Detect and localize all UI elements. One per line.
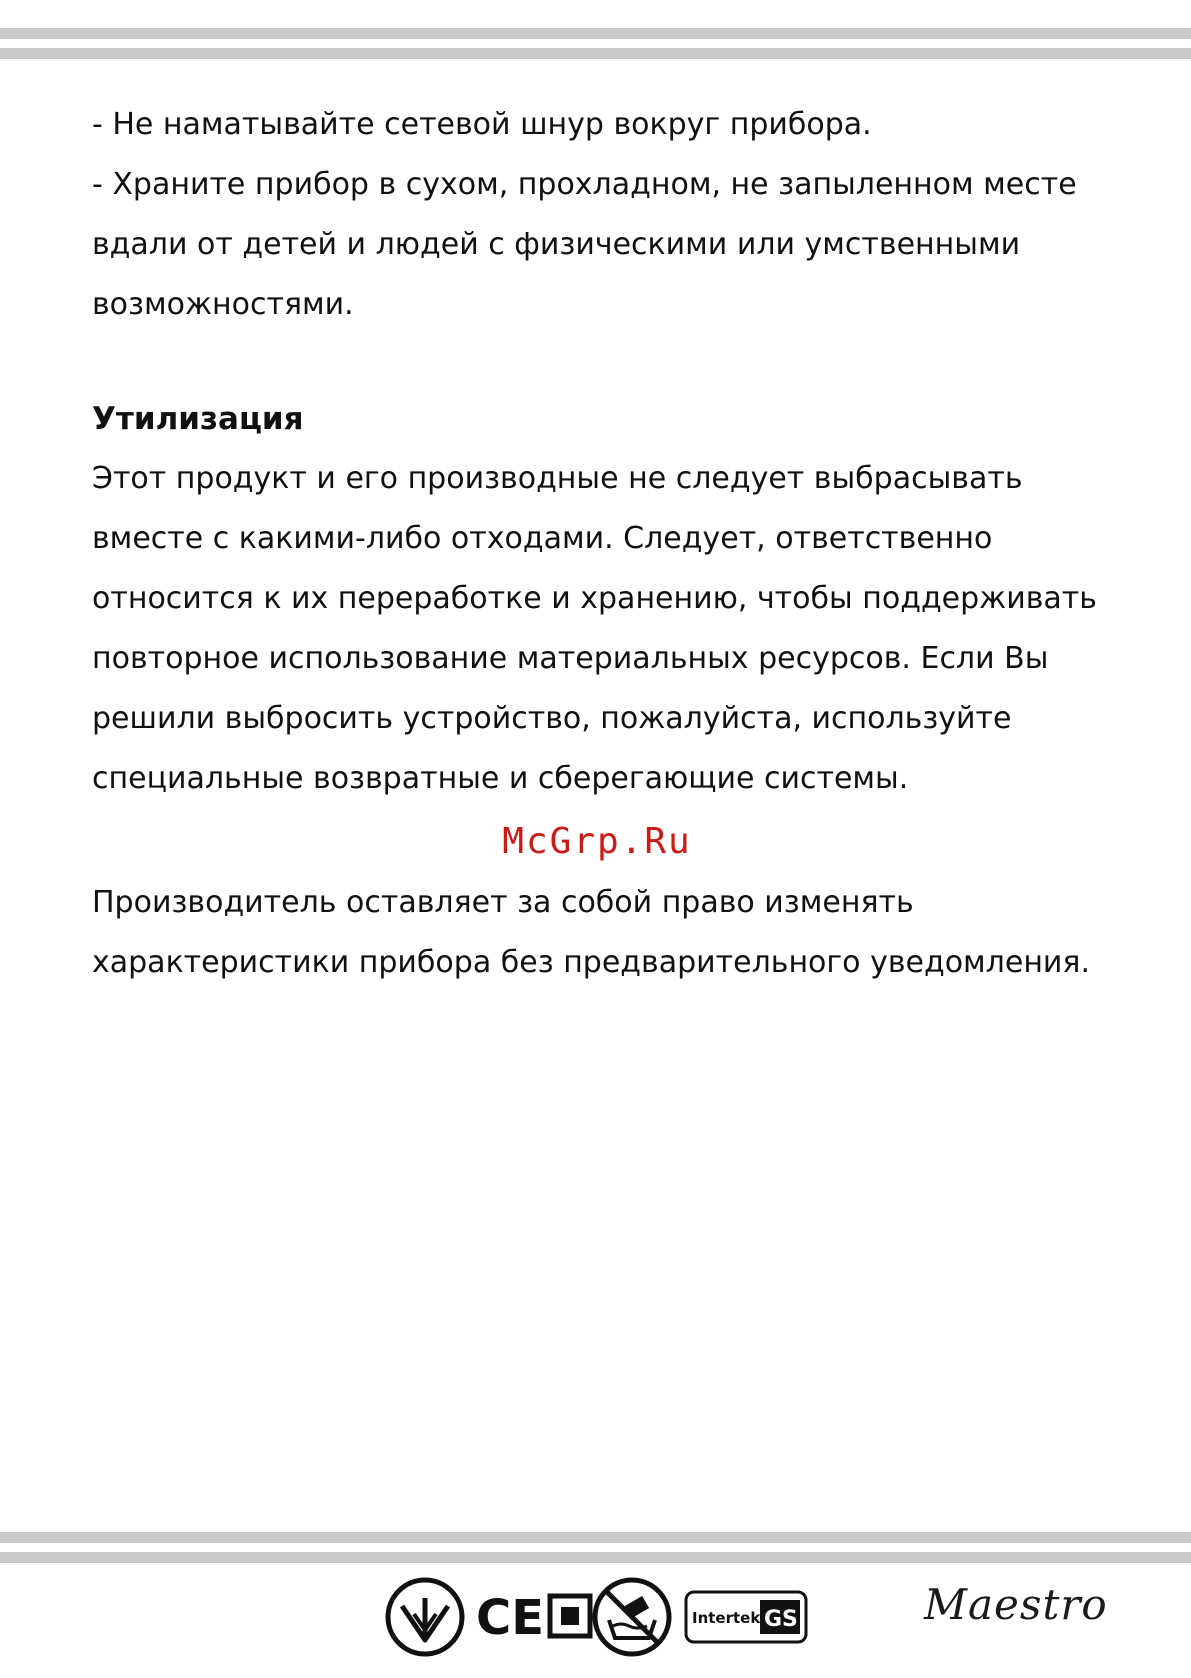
ce-class2-icon xyxy=(476,1588,596,1644)
disposal-section xyxy=(92,389,1102,809)
stripe xyxy=(0,1532,1191,1543)
maestro-brand-logo: Maestro xyxy=(924,1580,1108,1629)
ua-conformity-icon xyxy=(384,1576,466,1658)
no-immerse-icon xyxy=(591,1576,673,1658)
intertek-gs-icon xyxy=(684,1590,808,1644)
care-instruction-storage: - Храните прибор в сухом, прохладном, не запыленном месте вдали от детей и людей с физическими или умственными возможностями. xyxy=(92,167,1077,322)
ce-mark xyxy=(476,1588,596,1644)
footer xyxy=(0,1572,1191,1662)
intertek-gs-mark xyxy=(684,1590,808,1644)
gs-text: GS xyxy=(764,1607,798,1632)
page-content xyxy=(92,95,1102,993)
disposal-heading: Утилизация xyxy=(92,401,304,437)
care-instruction-cord: - Не наматывайте сетевой шнур вокруг прибора. xyxy=(92,107,872,142)
intertek-text: Intertek xyxy=(692,1609,761,1627)
watermark[interactable]: McGrp.Ru xyxy=(502,821,692,862)
stripe xyxy=(0,28,1191,39)
stripe xyxy=(0,1552,1191,1563)
ce-text: CE xyxy=(476,1590,545,1644)
disposal-text: Этот продукт и его производные не следует выбрасывать вместе с какими-либо отходами. Следует, ответственно относится к их переработке и хранению, чтобы поддерживать повторное использование материальных ресурсов. Если Вы решили выбросить устройство, пожалуйста, используйте специальные возвратные и сберегающие системы. xyxy=(92,461,1097,796)
stripe xyxy=(0,48,1191,59)
manufacturer-note: Производитель оставляет за собой право изменять характеристики прибора без предварительного уведомления. xyxy=(92,885,1091,980)
